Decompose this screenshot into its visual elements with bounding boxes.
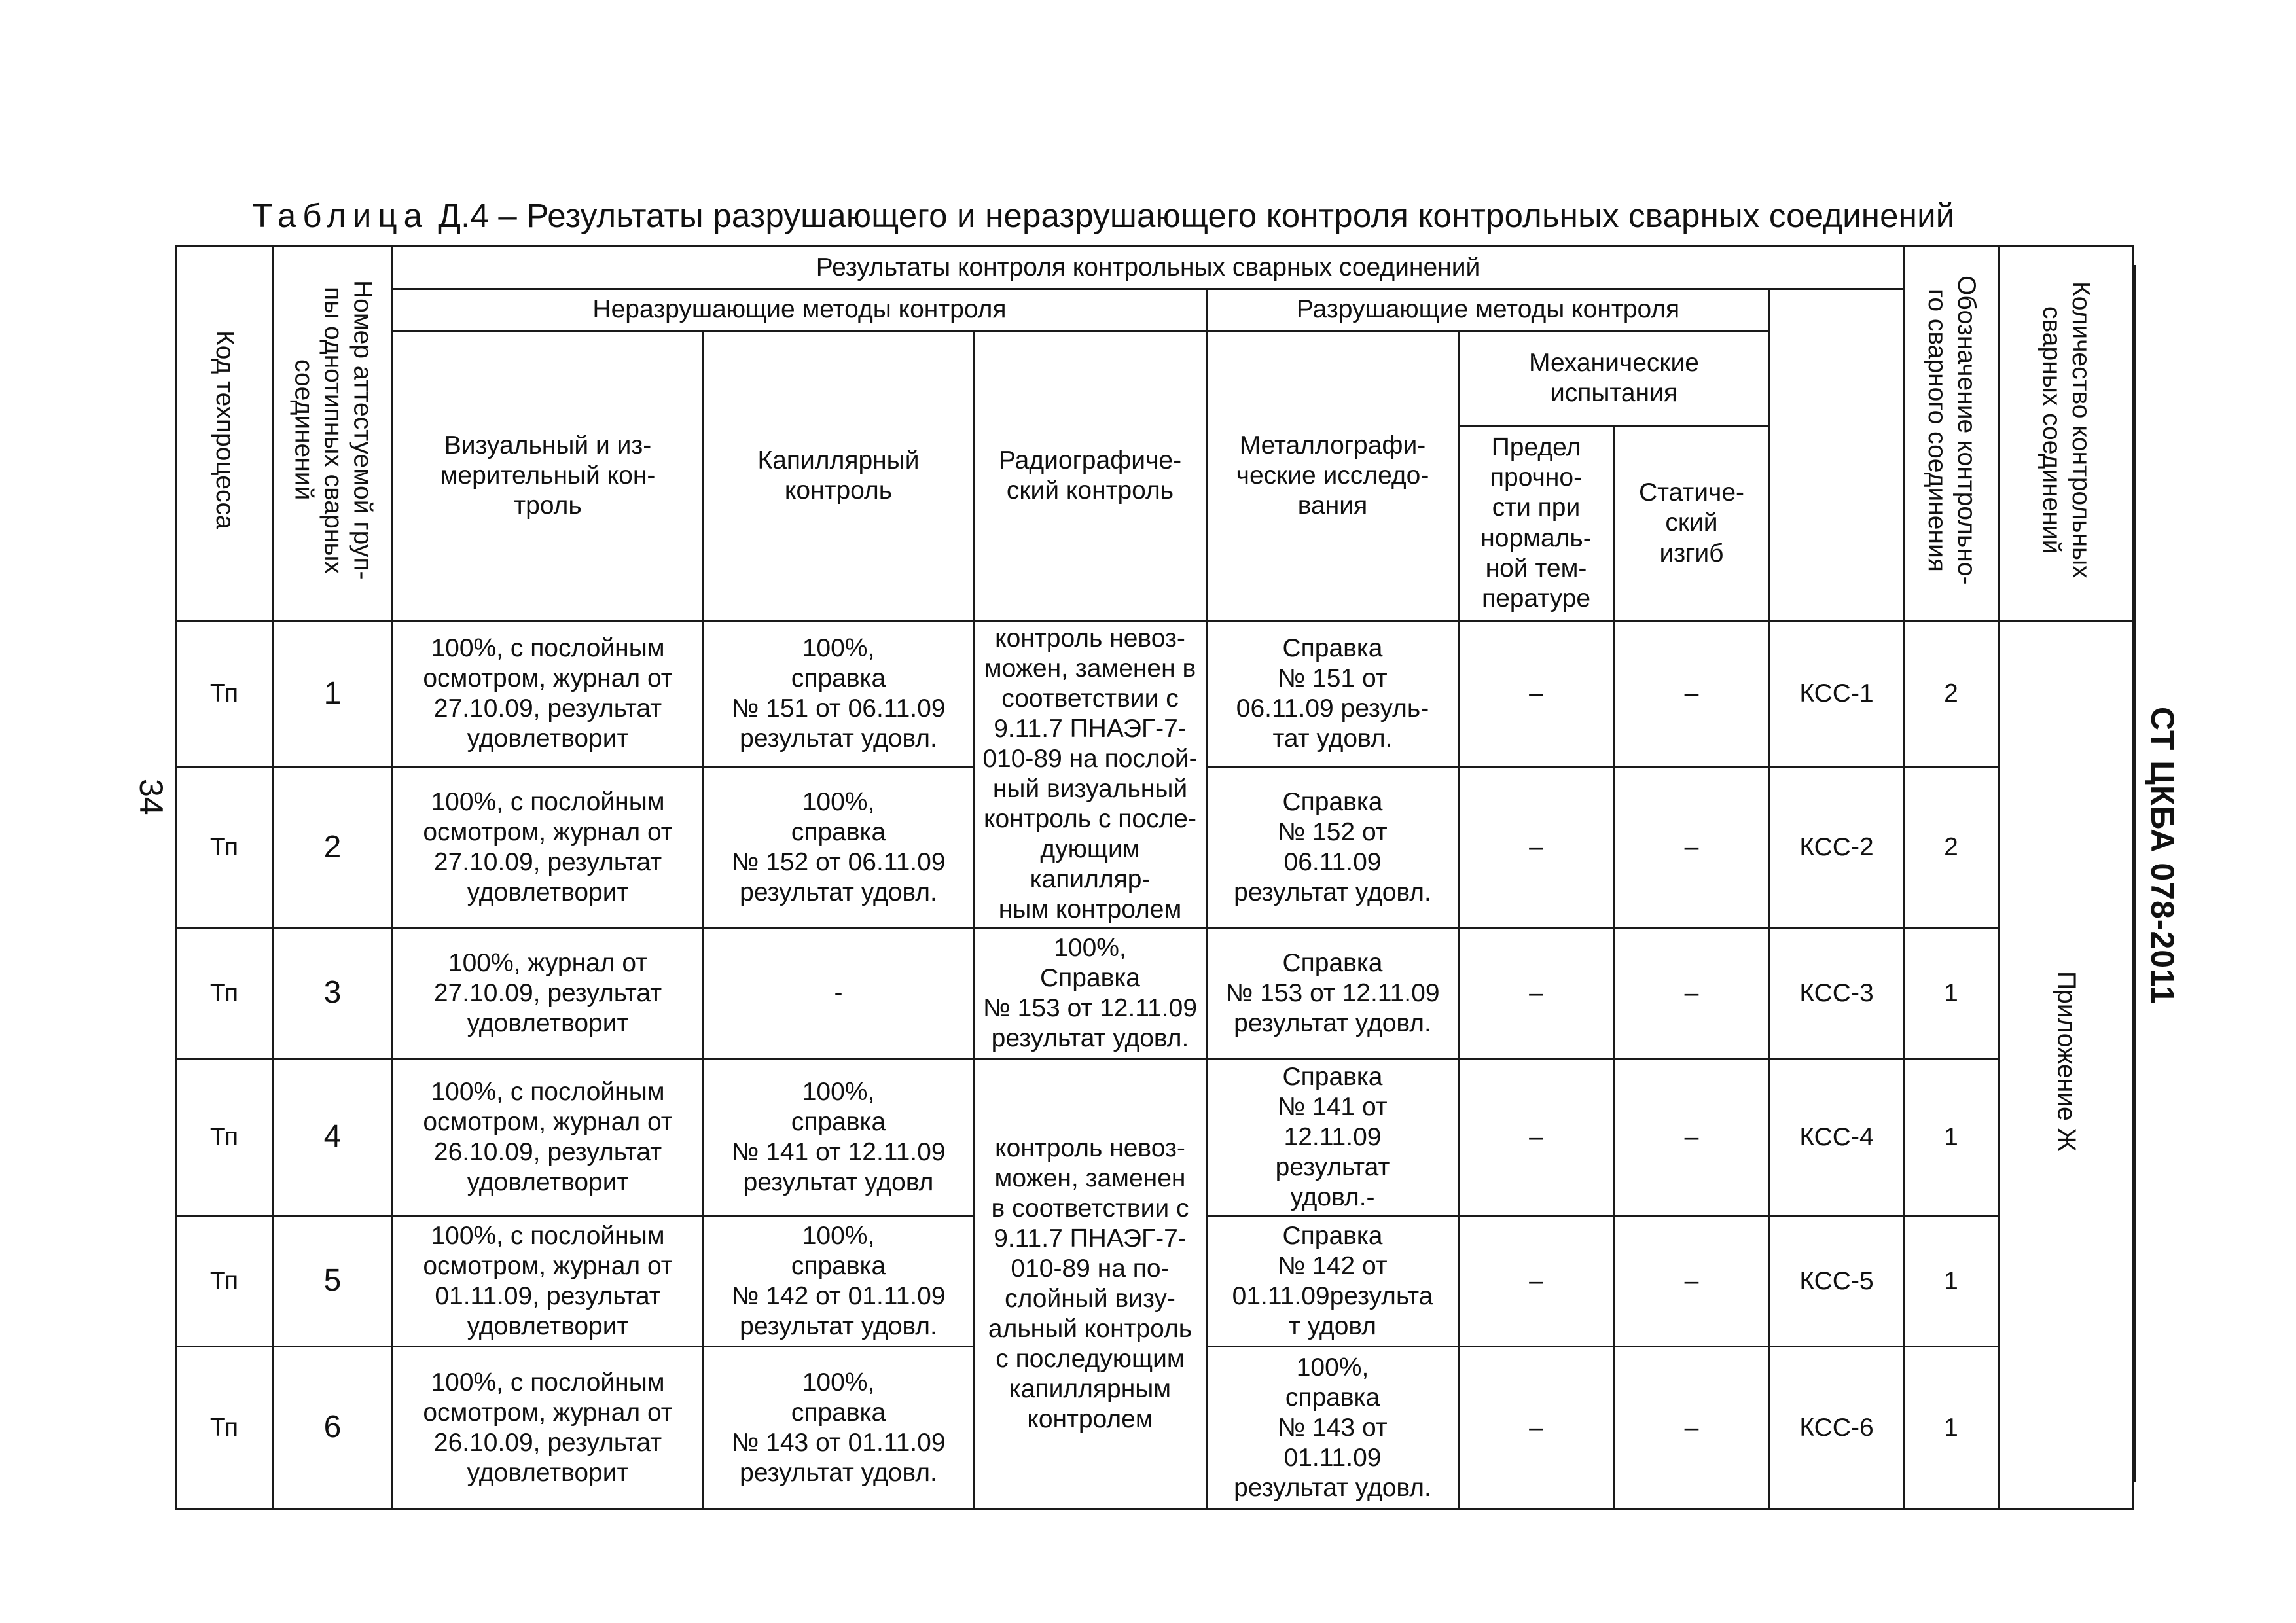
cell-group: 4 bbox=[273, 1059, 393, 1216]
header-destructive: Разрушающие методы контроля bbox=[1207, 289, 1770, 331]
cell-designation: КСС-4 bbox=[1770, 1059, 1904, 1216]
cell-metallographic: Справка № 152 от 06.11.09 результат удовл. bbox=[1207, 767, 1459, 928]
cell-count: 2 bbox=[1904, 621, 1999, 768]
cell-code: Тп bbox=[176, 1216, 273, 1347]
header-radiographic: Радиографиче- ский контроль bbox=[974, 331, 1207, 621]
cell-bend: – bbox=[1614, 1347, 1770, 1509]
cell-designation: КСС-3 bbox=[1770, 928, 1904, 1059]
header-results: Результаты контроля контрольных сварных соединений bbox=[393, 247, 1904, 289]
header-group-number-text: Номер аттестуемой груп- пы однотипных сварных соединений bbox=[289, 280, 377, 580]
caption-text: Д.4 – Результаты разрушающего и неразрушающего контроля контрольных сварных соединений bbox=[438, 197, 1955, 234]
cell-code: Тп bbox=[176, 621, 273, 768]
header-row-1 bbox=[176, 247, 2133, 289]
cell-code: Тп bbox=[176, 1059, 273, 1216]
cell-strength: – bbox=[1459, 1059, 1614, 1216]
cell-capillary: 100%, справка № 151 от 06.11.09 результат удовл. bbox=[704, 621, 974, 768]
cell-visual: 100%, с послойным осмотром, журнал от 01.11.09, результат удовлетворит bbox=[393, 1216, 704, 1347]
cell-code: Тп bbox=[176, 767, 273, 928]
cell-metallographic: Справка № 153 от 12.11.09 результат удовл. bbox=[1207, 928, 1459, 1059]
table-caption bbox=[252, 196, 1954, 235]
cell-sketches-text: Приложение Ж bbox=[2052, 971, 2081, 1152]
cell-visual: 100%, журнал от 27.10.09, результат удовлетворит bbox=[393, 928, 704, 1059]
cell-count: 1 bbox=[1904, 1059, 1999, 1216]
cell-code: Тп bbox=[176, 1347, 273, 1509]
table-row bbox=[176, 1059, 2133, 1216]
header-visual: Визуальный и из- мерительный кон- троль bbox=[393, 331, 704, 621]
cell-strength: – bbox=[1459, 767, 1614, 928]
cell-designation: КСС-1 bbox=[1770, 621, 1904, 768]
header-capillary: Капиллярный контроль bbox=[704, 331, 974, 621]
cell-capillary: - bbox=[704, 928, 974, 1059]
cell-count: 1 bbox=[1904, 1347, 1999, 1509]
header-strength: Предел прочно- сти при нормаль- ной тем- пературе bbox=[1459, 426, 1614, 621]
cell-metallographic: Справка № 142 от 01.11.09результа т удовл bbox=[1207, 1216, 1459, 1347]
cell-radiographic: 100%, Справка № 153 от 12.11.09 результат удовл. bbox=[974, 928, 1207, 1059]
cell-strength: – bbox=[1459, 1216, 1614, 1347]
cell-group: 3 bbox=[273, 928, 393, 1059]
caption-label: Таблица bbox=[252, 197, 429, 234]
cell-radiographic-merged: контроль невоз- можен, заменен в соответствии с 9.11.7 ПНАЭГ-7- 010-89 на послой- ный визуальный контроль с после- дующим капилляр- ным контролем bbox=[974, 621, 1207, 928]
cell-bend: – bbox=[1614, 621, 1770, 768]
cell-metallographic: 100%, справка № 143 от 01.11.09 результат удовл. bbox=[1207, 1347, 1459, 1509]
cell-designation: КСС-6 bbox=[1770, 1347, 1904, 1509]
cell-group: 5 bbox=[273, 1216, 393, 1347]
header-row-2 bbox=[176, 289, 2133, 331]
table-row bbox=[176, 621, 2133, 768]
cell-strength: – bbox=[1459, 928, 1614, 1059]
page-number: 34 bbox=[133, 779, 170, 815]
cell-count: 1 bbox=[1904, 1216, 1999, 1347]
cell-bend: – bbox=[1614, 1059, 1770, 1216]
header-group-number bbox=[273, 247, 393, 621]
cell-group: 6 bbox=[273, 1347, 393, 1509]
cell-capillary: 100%, справка № 141 от 12.11.09 результат удовл bbox=[704, 1059, 974, 1216]
header-metallographic: Металлографи- ческие исследо- вания bbox=[1207, 331, 1459, 621]
cell-strength: – bbox=[1459, 621, 1614, 768]
header-count-text: Количество контрольных сварных соединений bbox=[2037, 281, 2095, 579]
cell-count: 1 bbox=[1904, 928, 1999, 1059]
cell-designation: КСС-2 bbox=[1770, 767, 1904, 928]
cell-capillary: 100%, справка № 152 от 06.11.09 результат удовл. bbox=[704, 767, 974, 928]
cell-sketches-merged bbox=[1999, 621, 2133, 1509]
header-row-3 bbox=[176, 331, 2133, 426]
cell-bend: – bbox=[1614, 767, 1770, 928]
cell-visual: 100%, с послойным осмотром, журнал от 27.10.09, результат удовлетворит bbox=[393, 621, 704, 768]
header-mechanical: Механические испытания bbox=[1459, 331, 1770, 426]
header-nondestructive: Неразрушающие методы контроля bbox=[393, 289, 1207, 331]
cell-designation: КСС-5 bbox=[1770, 1216, 1904, 1347]
cell-strength: – bbox=[1459, 1347, 1614, 1509]
cell-radiographic-merged: контроль невоз- можен, заменен в соответствии с 9.11.7 ПНАЭГ-7- 010-89 на по- слойный визу- альный контроль с последующим капиллярным контролем bbox=[974, 1059, 1207, 1509]
cell-visual: 100%, с послойным осмотром, журнал от 27.10.09, результат удовлетворит bbox=[393, 767, 704, 928]
header-count bbox=[1999, 247, 2133, 621]
results-table bbox=[175, 245, 2134, 1510]
cell-visual: 100%, с послойным осмотром, журнал от 26.10.09, результат удовлетворит bbox=[393, 1347, 704, 1509]
cell-capillary: 100%, справка № 142 от 01.11.09 результат удовл. bbox=[704, 1216, 974, 1347]
header-code-text: Код техпроцесса bbox=[210, 330, 239, 529]
header-bend: Статиче- ский изгиб bbox=[1614, 426, 1770, 621]
cell-group: 2 bbox=[273, 767, 393, 928]
header-designation bbox=[1904, 247, 1999, 621]
cell-group: 1 bbox=[273, 621, 393, 768]
cell-visual: 100%, с послойным осмотром, журнал от 26.10.09, результат удовлетворит bbox=[393, 1059, 704, 1216]
document-code: СТ ЦКБА 078-2011 bbox=[2144, 707, 2181, 1005]
table-row bbox=[176, 928, 2133, 1059]
cell-metallographic: Справка № 141 от 12.11.09 результат удовл.- bbox=[1207, 1059, 1459, 1216]
cell-capillary: 100%, справка № 143 от 01.11.09 результат удовл. bbox=[704, 1347, 974, 1509]
cell-count: 2 bbox=[1904, 767, 1999, 928]
header-code bbox=[176, 247, 273, 621]
cell-metallographic: Справка № 151 от 06.11.09 резуль- тат удовл. bbox=[1207, 621, 1459, 768]
cell-code: Тп bbox=[176, 928, 273, 1059]
cell-bend: – bbox=[1614, 928, 1770, 1059]
cell-bend: – bbox=[1614, 1216, 1770, 1347]
header-designation-text: Обозначение контрольно- го сварного соединения bbox=[1923, 275, 1981, 585]
